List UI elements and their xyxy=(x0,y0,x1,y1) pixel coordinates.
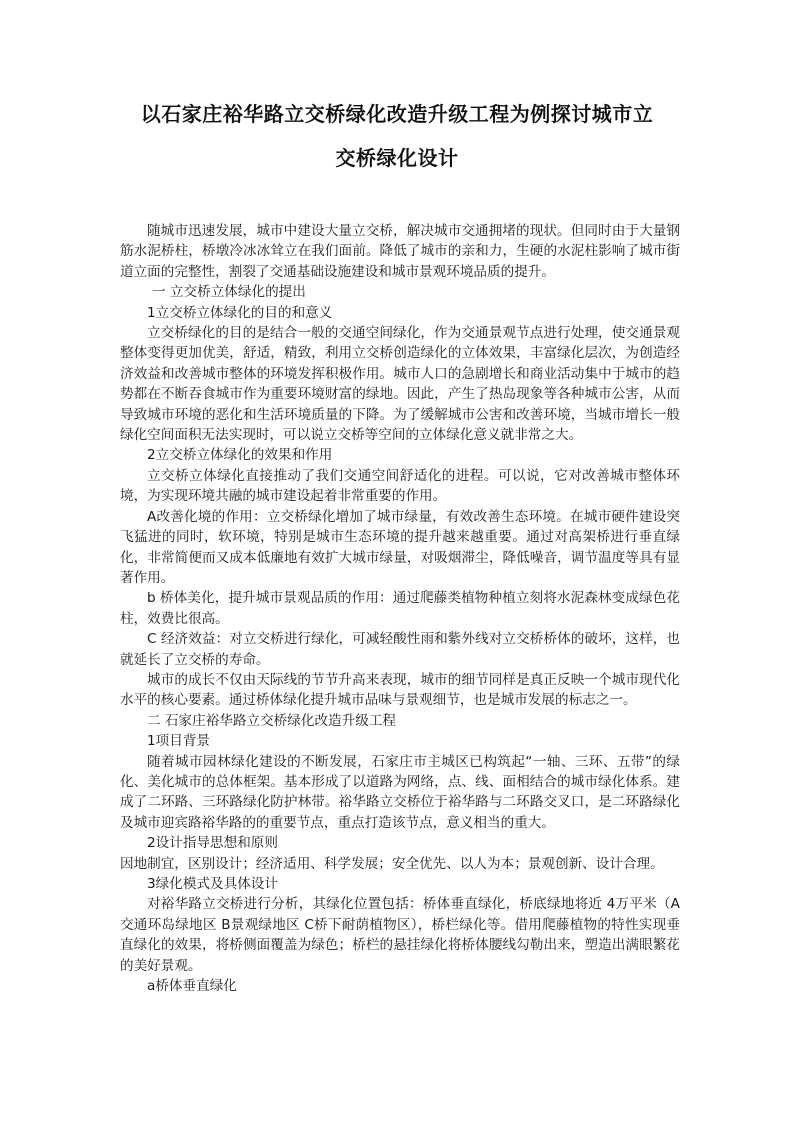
section-heading-2: 二 石家庄裕华路立交桥绿化改造升级工程 xyxy=(147,712,397,729)
section-heading-1: 一 立交桥立体绿化的提出 xyxy=(152,284,306,301)
document-body xyxy=(120,221,680,996)
body-paragraph: A改善化境的作用：立交桥绿化增加了城市绿量，有效改善生态环境。在城市硬件建设突飞猛进的同时，软环境，特别是城市生态环境的提升越来越重要。通过对高架桥进行垂直绿化，非常简便而又成本低廉地有效扩大城市绿量，对吸烟滞尘，降低噪音，调节温度等具有显著作用。 xyxy=(120,508,680,586)
body-paragraph: b 桥体美化，提升城市景观品质的作用：通过爬藤类植物种植立刻将水泥森林变成绿色花柱，效费比很高。 xyxy=(120,590,680,627)
body-paragraph: 因地制宜，区别设计；经济适用、科学发展；安全优先、以人为本；景观创新、设计合理。 xyxy=(120,855,664,872)
subsection-heading-1-1: 1立交桥立体绿化的目的和意义 xyxy=(147,304,333,321)
body-paragraph: 对裕华路立交桥进行分析，其绿化位置包括：桥体垂直绿化，桥底绿地将近 4万平米（A交通环岛绿地区 B景观绿地区 C桥下耐荫植物区），桥栏绿化等。借用爬藤植物的特性实现垂直绿化的效果，将桥侧面覆盖为绿色；桥栏的悬挂绿化将桥体腰线勾勒出来，塑造出满眼繁花的美好景观。 xyxy=(120,896,680,974)
subsection-heading-a: a桥体垂直绿化 xyxy=(147,978,237,995)
document-title-line-2: 交桥绿化设计 xyxy=(335,146,459,170)
body-paragraph: C 经济效益：对立交桥进行绿化，可减轻酸性雨和紫外线对立交桥桥体的破坏，这样，也就延长了立交桥的寿命。 xyxy=(120,631,680,668)
subsection-heading-1-2: 2立交桥立体绿化的效果和作用 xyxy=(147,447,333,464)
document-title-line-1: 以石家庄裕华路立交桥绿化改造升级工程为例探讨城市立 xyxy=(140,102,654,126)
body-paragraph: 城市的成长不仅由天际线的节节升高来表现，城市的细节同样是真正反映一个城市现代化水平的核心要素。通过桥体绿化提升城市品味与景观细节，也是城市发展的标志之一。 xyxy=(120,671,680,709)
body-paragraph: 立交桥绿化的目的是结合一般的交通空间绿化，作为交通景观节点进行处理，使交通景观整体变得更加优美，舒适，精致，利用立交桥创造绿化的立体效果，丰富绿化层次，为创造经济效益和改善城市整体的环境发挥积极作用。城市人口的急剧增长和商业活动集中于城市的趋势都在不断吞食城市作为重要环境财富的绿地。因此，产生了热岛现象等各种城市公害，从而导致城市环境的恶化和生活环境质量的下降。为了缓解城市公害和改善环境，当城市增长一般绿化空间面积无法实现时，可以说立交桥等空间的立体绿化意义就非常之大。 xyxy=(120,325,680,444)
body-paragraph: 立交桥立体绿化直接推动了我们交通空间舒适化的进程。可以说，它对改善城市整体环境，为实现环境共融的城市建设起着非常重要的作用。 xyxy=(120,467,680,505)
subsection-heading-2-2: 2设计指导思想和原则 xyxy=(147,835,278,852)
subsection-heading-2-3: 3绿化模式及具体设计 xyxy=(147,876,278,892)
body-paragraph: 随着城市园林绿化建设的不断发展，石家庄市主城区已构筑起“一轴、三环、五带”的绿化、美化城市的总体框架。基本形成了以道路为网络，点、线、面相结合的城市绿化体系。建成了二环路、三环路绿化防护林带。裕华路立交桥位于裕华路与二环路交叉口，是二环路绿化及城市迎宾路裕华路的的重要节点，重点打造该节点，意义相当的重大。 xyxy=(120,753,680,831)
intro-paragraph: 随城市迅速发展，城市中建设大量立交桥，解决城市交通拥堵的现状。但同时由于大量钢筋水泥桥柱，桥墩冷冰冰耸立在我们面前。降低了城市的亲和力，生硬的水泥柱影响了城市街道立面的完整性，割裂了交通基础设施建设和城市景观环境品质的提升。 xyxy=(120,223,680,280)
subsection-heading-2-1: 1项目背景 xyxy=(147,733,211,750)
